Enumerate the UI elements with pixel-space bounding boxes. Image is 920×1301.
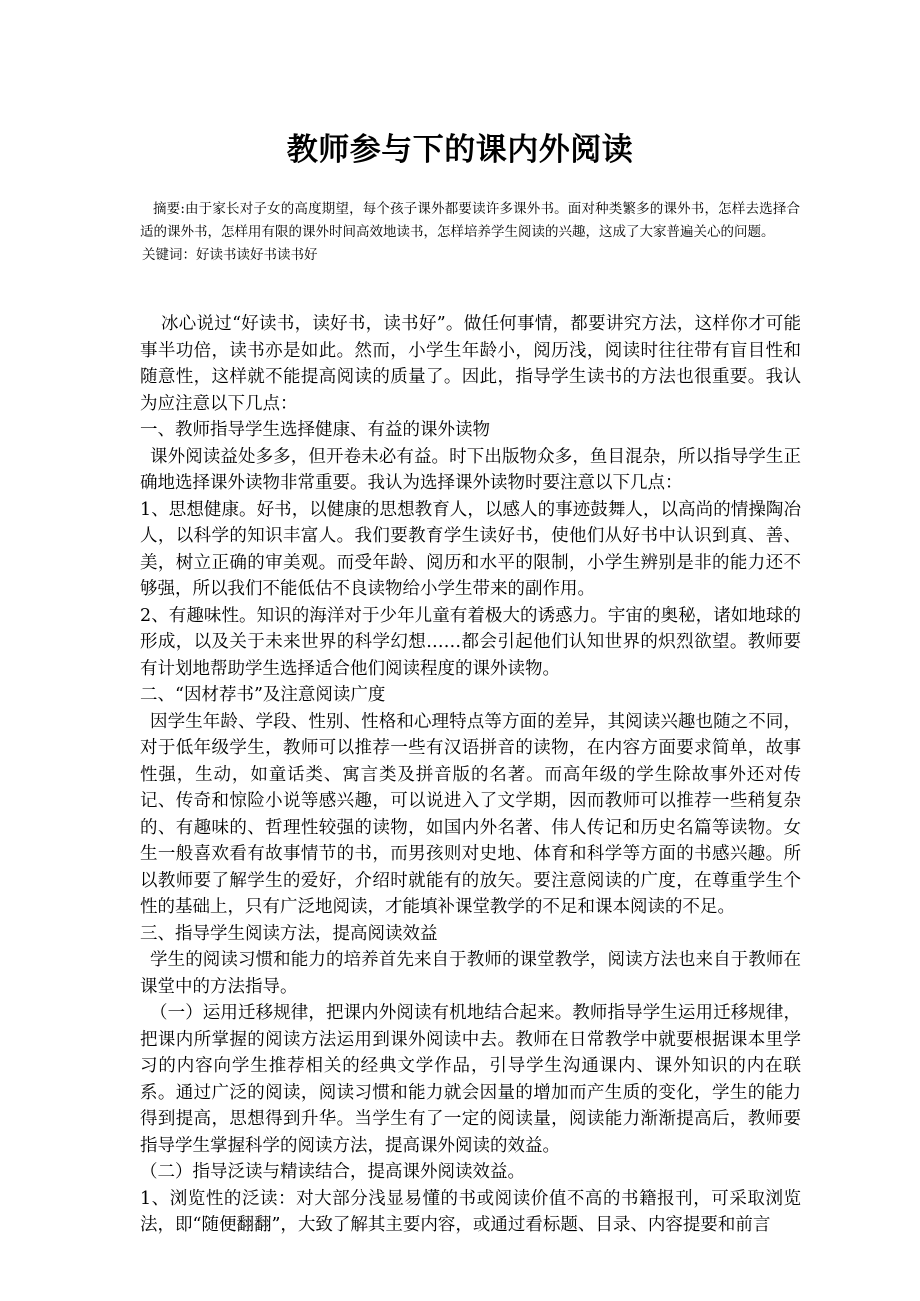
document-title: 教师参与下的课内外阅读	[286, 132, 634, 168]
heading-section-1: 一、教师指导学生选择健康、有益的课外读物	[140, 420, 490, 440]
abstract-section	[140, 198, 800, 267]
heading-section-2: 二、“因材荐书”及注意阅读广度	[140, 685, 386, 705]
document-body	[140, 311, 801, 1239]
paragraph: 学生的阅读习惯和能力的培养首先来自于教师的课堂教学，阅读方法也来自于教师在课堂中的方法指导。	[140, 950, 801, 997]
paragraph-subsection-1: （一）运用迁移规律，把课内外阅读有机地结合起来。教师指导学生运用迁移规律，把课内所掌握的阅读方法运用到课外阅读中去。教师在日常教学中就要根据课本里学习的内容向学生推荐相关的经典文学作品，引导学生沟通课内、课外知识的内在联系。通过广泛的阅读，阅读习惯和能力就会因量的增加而产生质的变化，学生的能力得到提高，思想得到升华。当学生有了一定的阅读量，阅读能力渐渐提高后，教师要指导学生掌握科学的阅读方法，提高课外阅读的效益。	[140, 1003, 801, 1156]
abstract-text: 摘要:由于家长对子女的高度期望，每个孩子课外都要读许多课外书。面对种类繁多的课外书，怎样去选择合适的课外书，怎样用有限的课外时间高效地读书，怎样培养学生阅读的兴趣，这成了大家普遍关心的问题。	[140, 201, 800, 240]
heading-subsection-2: （二）指导泛读与精读结合，提高课外阅读效益。	[140, 1162, 525, 1182]
heading-section-3: 三、指导学生阅读方法，提高阅读效益	[140, 923, 438, 944]
paragraph: 课外阅读益处多多，但开卷未必有益。时下出版物众多，鱼目混杂，所以指导学生正确地选择课外读物非常重要。我认为选择课外读物时要注意以下几点：	[140, 446, 801, 493]
paragraph-intro: 冰心说过“好读书，读好书，读书好”。做任何事情，都要讲究方法，这样你才可能事半功倍，读书亦是如此。然而，小学生年龄小，阅历浅，阅读时往往带有盲目性和随意性，这样就不能提高阅读的质量了。因此，指导学生读书的方法也很重要。我认为应注意以下几点：	[140, 314, 801, 414]
paragraph-point-1: 1、思想健康。好书，以健康的思想教育人，以感人的事迹鼓舞人，以高尚的情操陶冶人，以科学的知识丰富人。我们要教育学生读好书，使他们从好书中认识到真、善、美，树立正确的审美观。而受年龄、阅历和水平的限制，小学生辨别是非的能力还不够强，所以我们不能低估不良读物给小学生带来的副作用。	[140, 499, 801, 599]
paragraph-skim-reading: 1、浏览性的泛读：对大部分浅显易懂的书或阅读价值不高的书籍报刊，可采取浏览法，即“随便翻翻”，大致了解其主要内容，或通过看标题、目录、内容提要和前言	[140, 1188, 801, 1235]
paragraph: 因学生年龄、学段、性别、性格和心理特点等方面的差异，其阅读兴趣也随之不同，对于低年级学生，教师可以推荐一些有汉语拼音的读物，在内容方面要求简单，故事性强，生动，如童话类、寓言类及拼音版的名著。而高年级的学生除故事外还对传记、传奇和惊险小说等感兴趣，可以说进入了文学期，因而教师可以推荐一些稍复杂的、有趣味的、哲理性较强的读物，如国内外名著、伟人传记和历史名篇等读物。女生一般喜欢看有故事情节的书，而男孩则对史地、体育和科学等方面的书感兴趣。所以教师要了解学生的爱好，介绍时就能有的放矢。要注意阅读的广度，在尊重学生个性的基础上，只有广泛地阅读，才能填补课堂教学的不足和课本阅读的不足。	[140, 711, 801, 917]
paragraph-point-2: 2、有趣味性。知识的海洋对于少年儿童有着极大的诱惑力。宇宙的奥秘，诸如地球的形成，以及关于未来世界的科学幻想……都会引起他们认知世界的炽烈欲望。教师要有计划地帮助学生选择适合他们阅读程度的课外读物。	[140, 605, 801, 679]
keywords-line: 关键词：好读书读好书读书好	[142, 247, 318, 263]
